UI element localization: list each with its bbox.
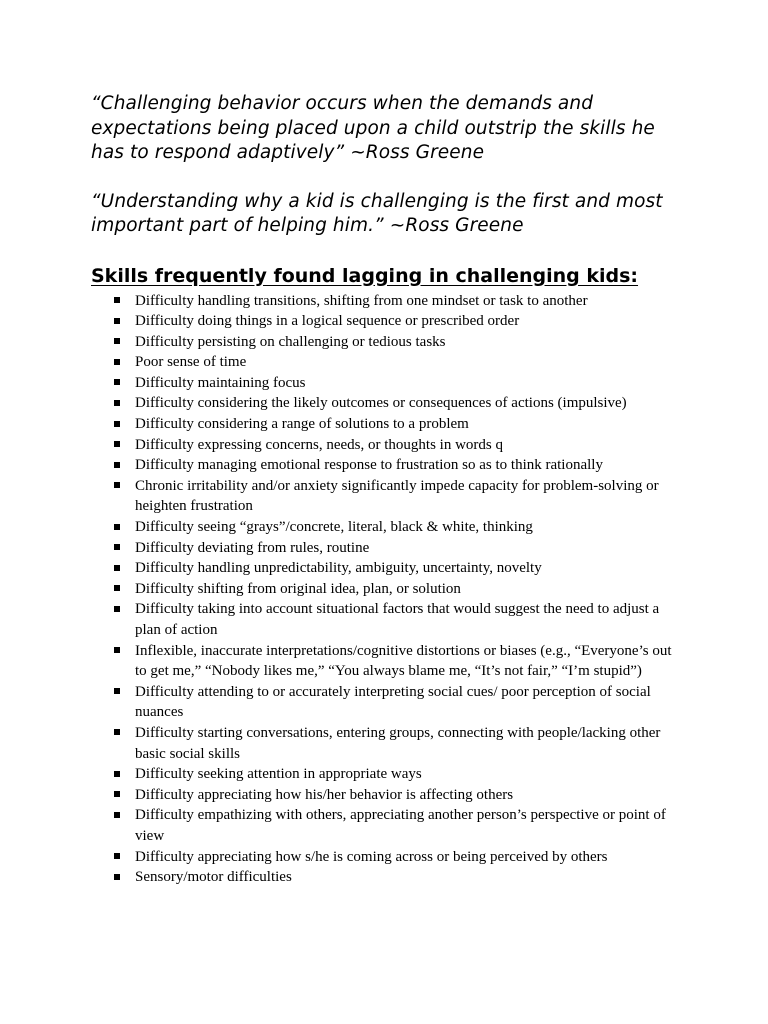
skill-list-item <box>91 455 675 476</box>
skill-text: Difficulty doing things in a logical sequence or prescribed order <box>135 313 520 330</box>
skill-text: Chronic irritability and/or anxiety significantly impede capacity for problem-solving or heighten frustration <box>135 477 659 515</box>
square-bullet-icon <box>114 606 120 612</box>
skill-text: Sensory/motor difficulties <box>135 869 292 886</box>
square-bullet-icon <box>114 462 120 468</box>
skill-text: Difficulty taking into account situational factors that would suggest the need to adjust a plan of action <box>135 601 660 638</box>
skill-text: Difficulty considering the likely outcomes or consequences of actions (impulsive) <box>135 395 627 412</box>
skill-list-item <box>91 723 675 764</box>
document-page <box>91 92 691 888</box>
skill-text: Difficulty appreciating how his/her behavior is affecting others <box>135 786 514 803</box>
skill-text: Poor sense of time <box>135 354 247 371</box>
skill-list-item <box>91 805 675 846</box>
skill-list-item <box>91 538 675 559</box>
square-bullet-icon <box>114 338 120 344</box>
square-bullet-icon <box>114 565 120 571</box>
square-bullet-icon <box>114 318 120 324</box>
skill-text: Difficulty seeing “grays”/concrete, literal, black & white, thinking <box>135 519 533 536</box>
square-bullet-icon <box>114 585 120 591</box>
square-bullet-icon <box>114 812 120 818</box>
section-heading: Skills frequently found lagging in challenging kids: <box>91 264 639 287</box>
skill-list-item <box>91 599 675 640</box>
square-bullet-icon <box>114 647 120 653</box>
skill-text: Difficulty shifting from original idea, plan, or solution <box>135 580 461 597</box>
square-bullet-icon <box>114 400 120 406</box>
skill-list-item <box>91 764 675 785</box>
skill-text: Difficulty seeking attention in appropriate ways <box>135 766 422 783</box>
skill-list-item <box>91 393 675 414</box>
square-bullet-icon <box>114 359 120 365</box>
skill-text: Difficulty empathizing with others, appreciating another person’s perspective or point of view <box>135 807 666 844</box>
skill-text: Difficulty maintaining focus <box>135 374 306 391</box>
skill-text: Difficulty expressing concerns, needs, or thoughts in words q <box>135 436 503 453</box>
skill-text: Difficulty appreciating how s/he is coming across or being perceived by others <box>135 848 608 865</box>
skill-text: Difficulty considering a range of solutions to a problem <box>135 416 469 433</box>
square-bullet-icon <box>114 482 120 488</box>
skill-text: Difficulty starting conversations, entering groups, connecting with people/lacking other basic social skills <box>135 724 661 762</box>
square-bullet-icon <box>114 544 120 550</box>
skill-list-item <box>91 311 675 332</box>
square-bullet-icon <box>114 874 120 880</box>
skill-text: Difficulty managing emotional response to frustration so as to think rationally <box>135 457 603 474</box>
skill-list-item <box>91 352 675 373</box>
skill-text: Difficulty deviating from rules, routine <box>135 539 370 556</box>
skill-list-item <box>91 517 675 538</box>
square-bullet-icon <box>114 688 120 694</box>
square-bullet-icon <box>114 771 120 777</box>
skill-list-item <box>91 847 675 868</box>
skill-list-item <box>91 579 675 600</box>
skill-list-item <box>91 682 675 723</box>
skill-list-item <box>91 414 675 435</box>
skill-list-item <box>91 373 675 394</box>
quote-demands-expectations: “Challenging behavior occurs when the demands and expectations being placed upon a child outstrip the skills he has to respond adaptively” ~Ross Greene <box>91 93 655 163</box>
square-bullet-icon <box>114 729 120 735</box>
square-bullet-icon <box>114 379 120 385</box>
skill-list-item <box>91 291 675 312</box>
square-bullet-icon <box>114 297 120 303</box>
skill-list-item <box>91 332 675 353</box>
skill-list-item <box>91 435 675 456</box>
square-bullet-icon <box>114 524 120 530</box>
square-bullet-icon <box>114 853 120 859</box>
skill-list-item <box>91 785 675 806</box>
skill-text: Inflexible, inaccurate interpretations/cognitive distortions or biases (e.g., “Everyone’s out to get me,” “Nobody likes me,” “You always blame me, “It’s not fair,” “I’m stupid”) <box>135 642 672 680</box>
skill-list-item <box>91 476 675 517</box>
skill-list-item <box>91 641 675 682</box>
skill-list-item <box>91 867 675 888</box>
skill-text: Difficulty persisting on challenging or tedious tasks <box>135 333 446 350</box>
lagging-skills-list <box>91 291 691 888</box>
square-bullet-icon <box>114 791 120 797</box>
square-bullet-icon <box>114 441 120 447</box>
skill-text: Difficulty handling unpredictability, ambiguity, uncertainty, novelty <box>135 560 542 577</box>
square-bullet-icon <box>114 421 120 427</box>
skill-text: Difficulty handling transitions, shifting from one mindset or task to another <box>135 292 588 309</box>
skill-list-item <box>91 558 675 579</box>
quote-understanding-why: “Understanding why a kid is challenging is the first and most important part of helping him.” ~Ross Greene <box>91 190 663 236</box>
skill-text: Difficulty attending to or accurately interpreting social cues/ poor perception of social nuances <box>135 683 651 721</box>
